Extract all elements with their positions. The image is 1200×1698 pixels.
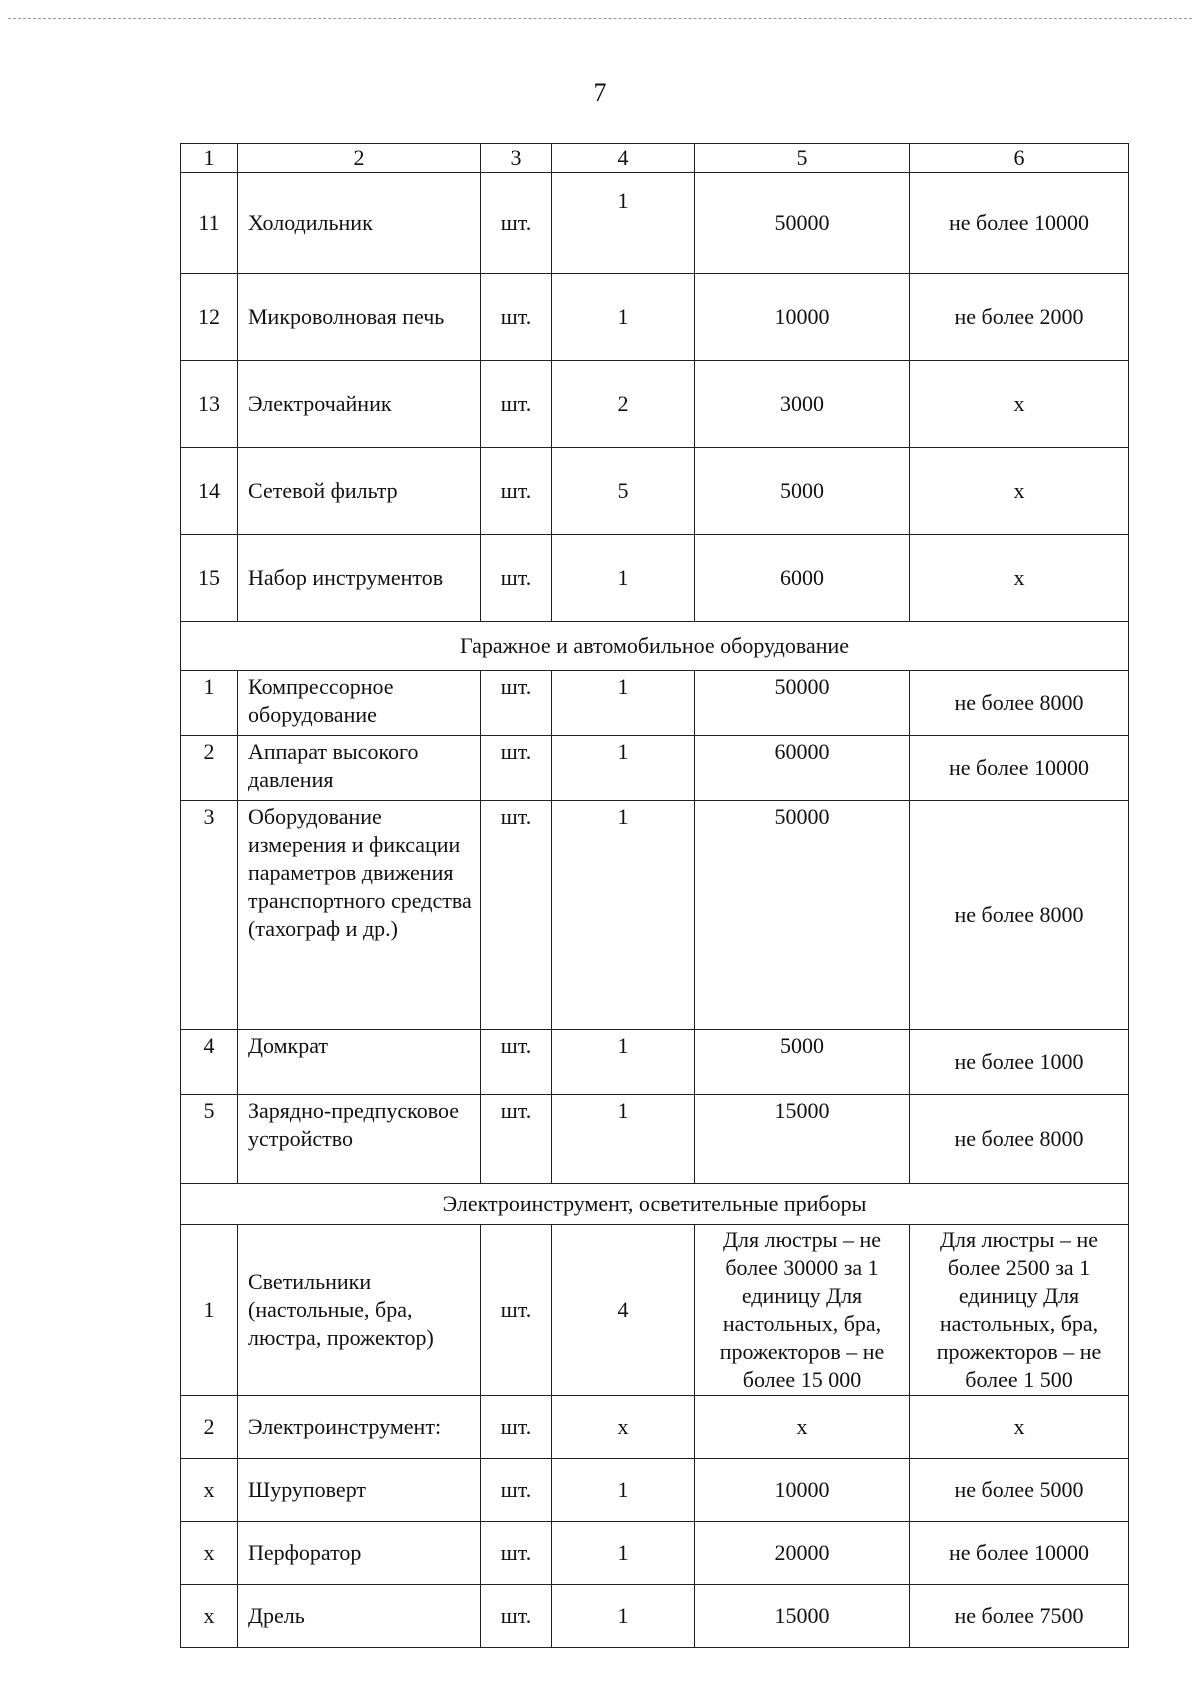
item-price: 50000 [695, 173, 910, 274]
item-limit: не более 10000 [910, 173, 1129, 274]
row-number: 1 [181, 671, 238, 736]
item-price: 60000 [695, 736, 910, 801]
row-number: х [181, 1585, 238, 1648]
item-name: Микроволновая печь [238, 274, 481, 361]
item-unit: шт. [481, 1522, 552, 1585]
table-row [181, 1095, 1129, 1184]
table-row [181, 736, 1129, 801]
item-unit: шт. [481, 1030, 552, 1095]
item-quantity: 1 [552, 1522, 695, 1585]
item-price: 10000 [695, 1459, 910, 1522]
item-name: Компрессорное оборудование [238, 671, 481, 736]
item-name: Дрель [238, 1585, 481, 1648]
item-limit: не более 7500 [910, 1585, 1129, 1648]
row-number: 2 [181, 1396, 238, 1459]
item-unit: шт. [481, 801, 552, 1030]
row-number: 1 [181, 1225, 238, 1396]
item-quantity: 5 [552, 448, 695, 535]
table-row [181, 1396, 1129, 1459]
header-row [181, 144, 1129, 173]
table-row [181, 448, 1129, 535]
table-row [181, 1585, 1129, 1648]
item-price: 5000 [695, 1030, 910, 1095]
row-number: 11 [181, 173, 238, 274]
item-name: Сетевой фильтр [238, 448, 481, 535]
item-name: Перфоратор [238, 1522, 481, 1585]
table-row [181, 274, 1129, 361]
item-quantity: 1 [552, 801, 695, 1030]
table-row [181, 1459, 1129, 1522]
item-name: Домкрат [238, 1030, 481, 1095]
header-cell: 4 [552, 144, 695, 173]
row-number: х [181, 1459, 238, 1522]
section-title-garage: Гаражное и автомобильное оборудование [181, 622, 1129, 671]
item-name: Электрочайник [238, 361, 481, 448]
item-unit: шт. [481, 448, 552, 535]
item-quantity: х [552, 1396, 695, 1459]
item-unit: шт. [481, 1396, 552, 1459]
scan-edge-line [8, 18, 1192, 19]
item-quantity: 1 [552, 1459, 695, 1522]
item-limit: не более 1000 [910, 1030, 1129, 1095]
row-number: 3 [181, 801, 238, 1030]
item-price: 20000 [695, 1522, 910, 1585]
item-limit: не более 8000 [910, 671, 1129, 736]
item-quantity: 1 [552, 1095, 695, 1184]
table-row [181, 801, 1129, 1030]
header-cell: 5 [695, 144, 910, 173]
row-number: 15 [181, 535, 238, 622]
item-price: 15000 [695, 1095, 910, 1184]
item-price: 50000 [695, 671, 910, 736]
item-name: Аппарат высокого давления [238, 736, 481, 801]
item-price: Для люстры – не более 30000 за 1 единицу Для настольных, бра, прожекторов – не более 15 000 [695, 1225, 910, 1396]
item-name: Шуруповерт [238, 1459, 481, 1522]
item-name: Холодильник [238, 173, 481, 274]
item-quantity: 1 [552, 274, 695, 361]
item-limit: не более 8000 [910, 1095, 1129, 1184]
item-unit: шт. [481, 671, 552, 736]
equipment-table [180, 143, 1129, 1648]
item-price: 5000 [695, 448, 910, 535]
item-quantity: 1 [552, 1030, 695, 1095]
row-number: 13 [181, 361, 238, 448]
row-number: 2 [181, 736, 238, 801]
item-limit: не более 2000 [910, 274, 1129, 361]
item-quantity: 1 [552, 736, 695, 801]
item-quantity: 1 [552, 535, 695, 622]
item-limit: х [910, 448, 1129, 535]
table-row [181, 361, 1129, 448]
item-unit: шт. [481, 1095, 552, 1184]
item-quantity: 1 [552, 1585, 695, 1648]
item-unit: шт. [481, 1585, 552, 1648]
section-row [181, 1184, 1129, 1225]
header-cell: 6 [910, 144, 1129, 173]
item-limit: х [910, 1396, 1129, 1459]
item-name: Зарядно-предпусковое устройство [238, 1095, 481, 1184]
item-unit: шт. [481, 736, 552, 801]
item-price: 3000 [695, 361, 910, 448]
item-price: х [695, 1396, 910, 1459]
item-price: 10000 [695, 274, 910, 361]
item-quantity: 1 [552, 671, 695, 736]
table-row [181, 173, 1129, 274]
row-number: 4 [181, 1030, 238, 1095]
header-cell: 1 [181, 144, 238, 173]
item-limit: не более 10000 [910, 736, 1129, 801]
item-limit: не более 10000 [910, 1522, 1129, 1585]
item-limit: не более 5000 [910, 1459, 1129, 1522]
table-row [181, 671, 1129, 736]
table-row [181, 535, 1129, 622]
item-quantity: 1 [552, 173, 695, 274]
table-row [181, 1522, 1129, 1585]
item-unit: шт. [481, 1225, 552, 1396]
section-title-electro: Электроинструмент, осветительные приборы [181, 1184, 1129, 1225]
row-number: 14 [181, 448, 238, 535]
item-unit: шт. [481, 535, 552, 622]
item-name: Оборудование измерения и фиксации параметров движения транспортного средства (тахограф и др.) [238, 801, 481, 1030]
item-quantity: 4 [552, 1225, 695, 1396]
item-limit: не более 8000 [910, 801, 1129, 1030]
item-unit: шт. [481, 361, 552, 448]
item-quantity: 2 [552, 361, 695, 448]
header-cell: 2 [238, 144, 481, 173]
section-row [181, 622, 1129, 671]
row-number: 5 [181, 1095, 238, 1184]
item-name: Светильники (настольные, бра, люстра, прожектор) [238, 1225, 481, 1396]
row-number: 12 [181, 274, 238, 361]
item-name: Электроинструмент: [238, 1396, 481, 1459]
item-price: 6000 [695, 535, 910, 622]
item-limit: Для люстры – не более 2500 за 1 единицу Для настольных, бра, прожекторов – не более 1 500 [910, 1225, 1129, 1396]
item-unit: шт. [481, 274, 552, 361]
row-number: х [181, 1522, 238, 1585]
item-unit: шт. [481, 1459, 552, 1522]
item-limit: х [910, 535, 1129, 622]
item-limit: х [910, 361, 1129, 448]
page-number: 7 [593, 78, 607, 107]
header-cell: 3 [481, 144, 552, 173]
table-row [181, 1225, 1129, 1396]
item-unit: шт. [481, 173, 552, 274]
item-name: Набор инструментов [238, 535, 481, 622]
table-row [181, 1030, 1129, 1095]
item-price: 50000 [695, 801, 910, 1030]
item-price: 15000 [695, 1585, 910, 1648]
